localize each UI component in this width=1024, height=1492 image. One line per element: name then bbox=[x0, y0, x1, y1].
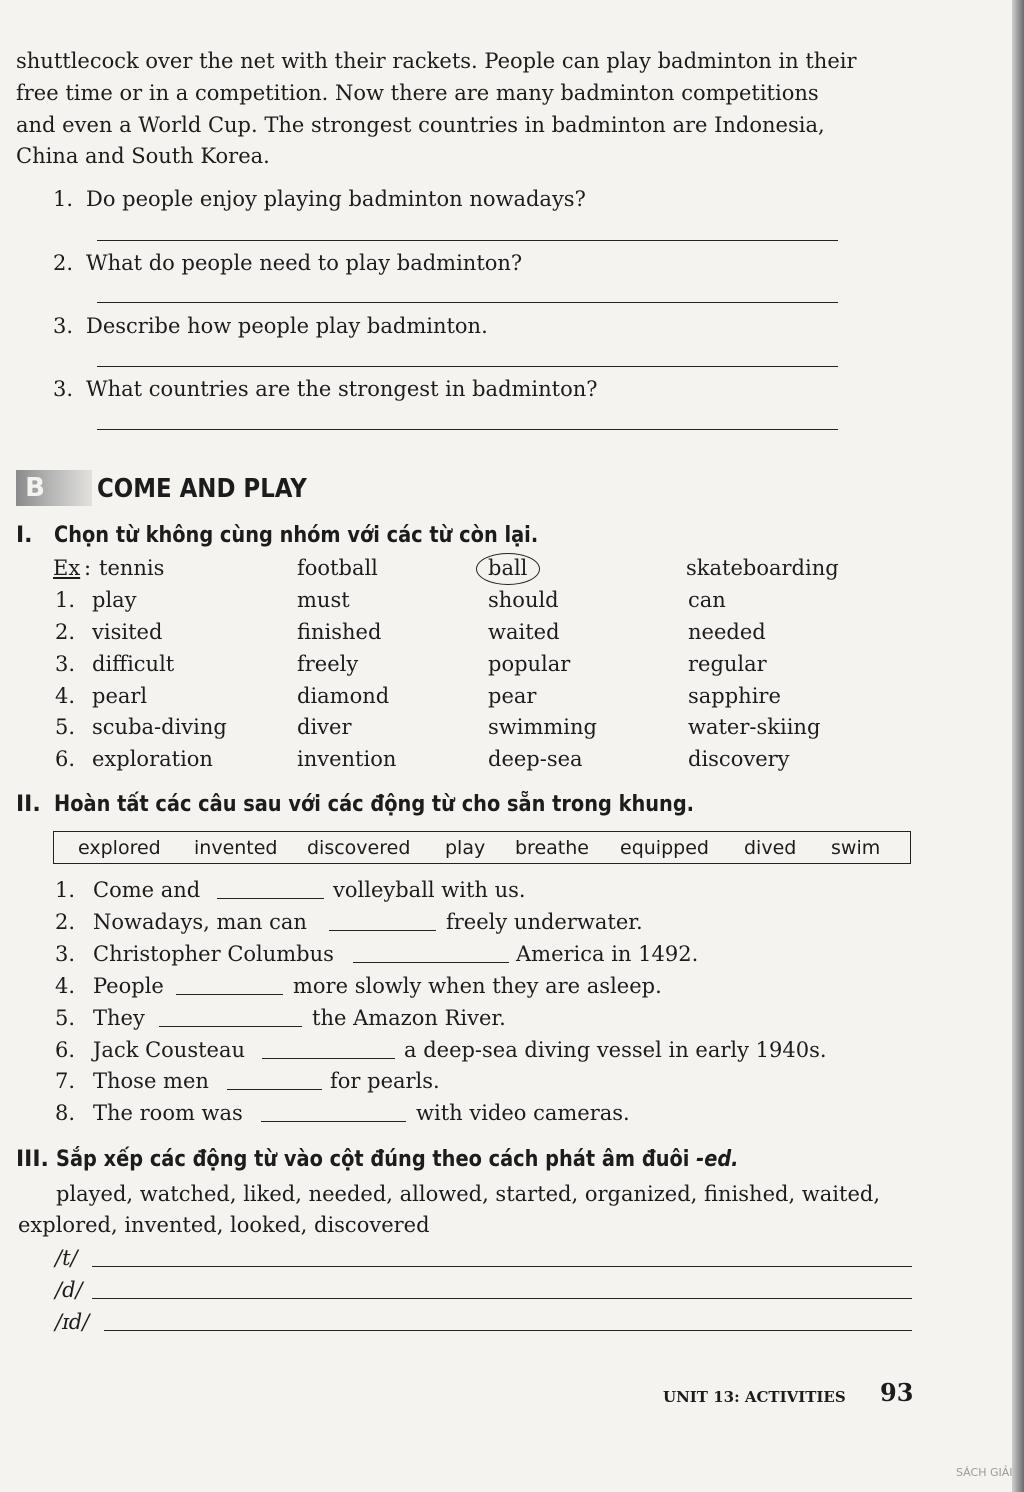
part-title: Hoàn tất các câu sau với các động từ cho sẵn trong khung. bbox=[54, 792, 695, 817]
word-cell[interactable]: pearl bbox=[92, 684, 148, 708]
question-number: 2. bbox=[53, 251, 74, 275]
passage-line-2: free time or in a competition. Now there are many badminton competitions bbox=[16, 81, 819, 105]
sentence-number: 4. bbox=[55, 974, 76, 998]
watermark: SÁCH GIẢI bbox=[956, 1466, 1013, 1479]
sentence-after: for pearls. bbox=[330, 1069, 440, 1093]
sentence-number: 2. bbox=[55, 910, 76, 934]
example-label: Ex bbox=[53, 556, 81, 580]
part-numeral: III. bbox=[16, 1147, 49, 1172]
sentence-number: 6. bbox=[55, 1038, 76, 1062]
question-number: 3. bbox=[53, 377, 74, 401]
blank-line[interactable] bbox=[159, 1026, 302, 1027]
sentence-before: Nowadays, man can bbox=[93, 910, 307, 934]
word-cell: ball bbox=[488, 556, 528, 580]
passage-line-1: shuttlecock over the net with their rackets. People can play badminton in their bbox=[16, 49, 857, 73]
word-cell[interactable]: scuba-diving bbox=[92, 715, 227, 739]
sentence-before: The room was bbox=[93, 1101, 243, 1125]
sentence-before: People bbox=[93, 974, 164, 998]
word-cell: football bbox=[297, 556, 378, 580]
sentence-after: the Amazon River. bbox=[312, 1006, 506, 1030]
word-cell[interactable]: should bbox=[488, 588, 559, 612]
box-word[interactable]: discovered bbox=[307, 837, 411, 859]
sentence-number: 7. bbox=[55, 1069, 76, 1093]
blank-line[interactable] bbox=[217, 898, 324, 899]
word-cell[interactable]: pear bbox=[488, 684, 537, 708]
section-title: COME AND PLAY bbox=[97, 474, 307, 504]
box-word[interactable]: swim bbox=[831, 837, 881, 859]
sentence-after: with video cameras. bbox=[416, 1101, 630, 1125]
sentence-after: a deep-sea diving vessel in early 1940s. bbox=[404, 1038, 827, 1062]
sentence-before: Jack Cousteau bbox=[93, 1038, 246, 1062]
sentence-after: volleyball with us. bbox=[333, 878, 526, 902]
verbs-line: played, watched, liked, needed, allowed, started, organized, finished, waited, bbox=[56, 1182, 880, 1206]
box-word[interactable]: invented bbox=[194, 837, 278, 859]
word-cell[interactable]: invention bbox=[297, 747, 397, 771]
part-title: Sắp xếp các động từ vào cột đúng theo cách phát âm đuôi -ed. bbox=[56, 1147, 739, 1172]
blank-line[interactable] bbox=[261, 1121, 406, 1122]
word-cell[interactable]: finished bbox=[297, 620, 382, 644]
passage-line-4: China and South Korea. bbox=[16, 144, 270, 168]
sentence-before: Christopher Columbus bbox=[93, 942, 334, 966]
page-edge-shadow bbox=[1012, 0, 1024, 1492]
blank-line[interactable] bbox=[227, 1089, 322, 1090]
blank-line[interactable] bbox=[176, 994, 283, 995]
word-cell[interactable]: swimming bbox=[488, 715, 597, 739]
row-number: 3. bbox=[55, 652, 76, 676]
word-cell[interactable]: play bbox=[92, 588, 137, 612]
box-word[interactable]: breathe bbox=[515, 837, 589, 859]
sound-label: /ɪd/ bbox=[55, 1310, 90, 1334]
question-text: What do people need to play badminton? bbox=[86, 251, 523, 275]
question-number: 1. bbox=[53, 187, 74, 211]
row-number: 2. bbox=[55, 620, 76, 644]
answer-line[interactable] bbox=[97, 302, 838, 303]
row-number: 5. bbox=[55, 715, 76, 739]
sound-answer-line[interactable] bbox=[92, 1298, 912, 1299]
word-cell[interactable]: must bbox=[297, 588, 350, 612]
sentence-number: 5. bbox=[55, 1006, 76, 1030]
word-cell[interactable]: popular bbox=[488, 652, 571, 676]
sentence-before: Come and bbox=[93, 878, 201, 902]
word-cell[interactable]: exploration bbox=[92, 747, 213, 771]
word-cell[interactable]: discovery bbox=[688, 747, 790, 771]
section-letter: B bbox=[25, 473, 45, 503]
sentence-after: more slowly when they are asleep. bbox=[293, 974, 662, 998]
word-cell: skateboarding bbox=[686, 556, 839, 580]
blank-line[interactable] bbox=[262, 1058, 395, 1059]
question-number: 3. bbox=[53, 314, 74, 338]
blank-line[interactable] bbox=[329, 930, 436, 931]
sound-label: /t/ bbox=[55, 1246, 78, 1270]
question-text: What countries are the strongest in badminton? bbox=[86, 377, 598, 401]
question-text: Do people enjoy playing badminton nowadays? bbox=[86, 187, 586, 211]
sentence-number: 3. bbox=[55, 942, 76, 966]
word-cell[interactable]: can bbox=[688, 588, 726, 612]
verbs-line: explored, invented, looked, discovered bbox=[18, 1213, 430, 1237]
sentence-after: America in 1492. bbox=[516, 942, 699, 966]
word-cell[interactable]: sapphire bbox=[688, 684, 781, 708]
sound-answer-line[interactable] bbox=[104, 1330, 912, 1331]
answer-line[interactable] bbox=[97, 240, 838, 241]
part-title: Chọn từ không cùng nhóm với các từ còn lại. bbox=[54, 523, 539, 548]
answer-line[interactable] bbox=[97, 366, 838, 367]
sentence-number: 8. bbox=[55, 1101, 76, 1125]
sentence-before: Those men bbox=[93, 1069, 209, 1093]
row-number: 1. bbox=[55, 588, 76, 612]
word-cell[interactable]: difficult bbox=[92, 652, 175, 676]
sentence-before: They bbox=[93, 1006, 145, 1030]
question-text: Describe how people play badminton. bbox=[86, 314, 488, 338]
sound-label: /d/ bbox=[55, 1278, 83, 1302]
part-numeral: I. bbox=[16, 523, 33, 548]
word-cell[interactable]: regular bbox=[688, 652, 767, 676]
word-cell[interactable]: diver bbox=[297, 715, 352, 739]
answer-line[interactable] bbox=[97, 429, 838, 430]
unit-label: UNIT 13: ACTIVITIES bbox=[663, 1388, 846, 1406]
word-cell[interactable]: water-skiing bbox=[688, 715, 821, 739]
sentence-number: 1. bbox=[55, 878, 76, 902]
passage-line-3: and even a World Cup. The strongest countries in badminton are Indonesia, bbox=[16, 113, 825, 137]
box-word[interactable]: equipped bbox=[620, 837, 709, 859]
word-cell: tennis bbox=[99, 556, 165, 580]
sentence-after: freely underwater. bbox=[446, 910, 643, 934]
word-cell[interactable]: visited bbox=[92, 620, 163, 644]
word-cell[interactable]: deep-sea bbox=[488, 747, 583, 771]
sound-answer-line[interactable] bbox=[92, 1266, 912, 1267]
row-number: 6. bbox=[55, 747, 76, 771]
box-word[interactable]: play bbox=[445, 837, 486, 859]
word-cell[interactable]: needed bbox=[688, 620, 766, 644]
page-number: 93 bbox=[880, 1378, 914, 1407]
word-cell[interactable]: waited bbox=[488, 620, 560, 644]
box-word[interactable]: explored bbox=[78, 837, 161, 859]
example-colon: : bbox=[84, 556, 92, 580]
word-cell[interactable]: diamond bbox=[297, 684, 390, 708]
row-number: 4. bbox=[55, 684, 76, 708]
blank-line[interactable] bbox=[353, 962, 509, 963]
part-numeral: II. bbox=[16, 792, 41, 817]
box-word[interactable]: dived bbox=[744, 837, 797, 859]
word-cell[interactable]: freely bbox=[297, 652, 359, 676]
